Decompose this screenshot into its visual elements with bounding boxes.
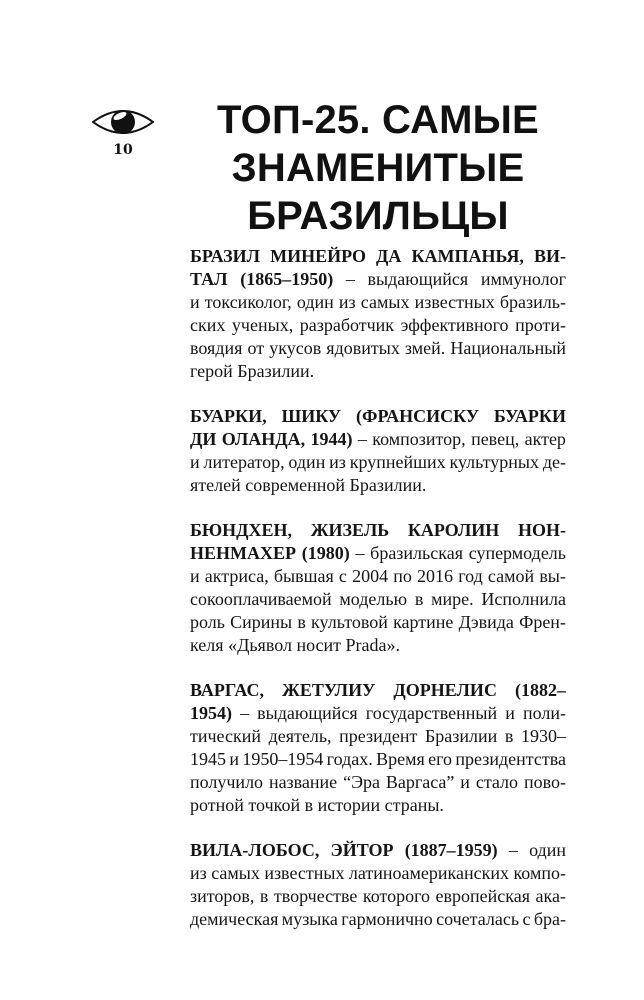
- word: ских: [190, 315, 226, 335]
- text-line: [190, 474, 566, 497]
- text-line: [190, 771, 566, 794]
- word: от: [247, 338, 265, 358]
- text-line: [190, 794, 566, 817]
- entry-paragraph: [190, 405, 566, 497]
- word: из: [329, 452, 346, 472]
- word: крупнейших: [349, 452, 446, 472]
- bold-word: ВИЛА-ЛОБОС,: [190, 840, 320, 860]
- bold-word: БУАРКИ,: [190, 406, 267, 426]
- word: –: [357, 429, 367, 449]
- word: истории: [317, 795, 385, 815]
- word: деятель,: [268, 726, 332, 746]
- word: известных: [264, 863, 345, 883]
- text-line: [190, 588, 566, 611]
- text-line: [190, 519, 566, 542]
- bold-word: ТАЛ: [190, 269, 228, 289]
- bold-word: ДА: [376, 246, 402, 266]
- word: компо-: [513, 863, 566, 883]
- word: –: [240, 703, 250, 723]
- text-line: [190, 862, 566, 885]
- word: и: [190, 452, 200, 472]
- word: бывшая: [273, 566, 334, 586]
- word: демическая: [190, 909, 279, 929]
- word: самых: [360, 292, 410, 312]
- word: литератор,: [203, 452, 285, 472]
- bold-word: 1954): [190, 703, 232, 723]
- word: тический: [190, 726, 261, 746]
- word: гармонично: [341, 909, 433, 929]
- text-line: [190, 428, 566, 451]
- word: современной: [245, 475, 350, 495]
- word: один: [296, 292, 334, 312]
- word: его: [428, 749, 453, 769]
- text-line: [190, 565, 566, 588]
- word: Сирины: [230, 612, 293, 632]
- word: мире.: [431, 589, 474, 609]
- word: воядия: [190, 338, 243, 358]
- word: герой: [190, 361, 238, 381]
- bold-word: ЖИЗЕЛЬ: [310, 520, 390, 540]
- word: известных: [414, 292, 495, 312]
- word: самых: [211, 863, 260, 883]
- word: и: [505, 703, 515, 723]
- word: Prada».: [345, 635, 401, 655]
- bold-word: МИНЕЙРО: [270, 246, 366, 266]
- word: в: [259, 886, 269, 906]
- word: сокооплачиваемой: [190, 589, 332, 609]
- word: в: [504, 726, 514, 746]
- word: культовой: [311, 612, 388, 632]
- word: укусов: [269, 338, 322, 358]
- word: ротной: [190, 795, 249, 815]
- word: певец,: [471, 429, 520, 449]
- word: и: [229, 749, 239, 769]
- word: зиторов,: [190, 886, 255, 906]
- word: –: [508, 840, 518, 860]
- word: Время: [376, 749, 425, 769]
- bold-word: 1944): [310, 429, 353, 449]
- text-line: [190, 839, 566, 862]
- bold-word: БЮНДХЕН,: [190, 520, 293, 540]
- word: ятелей: [190, 475, 246, 495]
- text-line: [190, 451, 566, 474]
- entry-paragraph: [190, 679, 566, 817]
- word: вы-: [539, 566, 566, 586]
- word: актер: [524, 429, 566, 449]
- word: Френ-: [519, 612, 566, 632]
- word: 2016: [417, 566, 454, 586]
- word: Бразилии: [424, 726, 498, 746]
- text-line: [190, 245, 566, 268]
- word: супермодель: [468, 543, 566, 563]
- bold-word: ШИКУ: [281, 406, 342, 426]
- word: 2004: [352, 566, 389, 586]
- word: 1950–1954: [242, 749, 324, 769]
- text-line: [190, 291, 566, 314]
- word: музыка: [281, 909, 338, 929]
- word: в: [414, 589, 424, 609]
- word: из: [338, 292, 356, 312]
- word: ученых,: [231, 315, 294, 335]
- text-line: [190, 542, 566, 565]
- word: картине: [393, 612, 454, 632]
- bold-word: НЕНМАХЕР: [190, 543, 296, 563]
- word: бра-: [533, 909, 566, 929]
- word: страны.: [384, 795, 444, 815]
- text-line: [190, 702, 566, 725]
- word: название: [268, 772, 338, 792]
- page-badge: [92, 102, 154, 158]
- word: Бразилии.: [349, 475, 427, 495]
- word: Исполнила: [481, 589, 566, 609]
- word: президент: [339, 726, 418, 746]
- word: самой: [487, 566, 535, 586]
- title-line: ЗНАМЕНИТЫЕ: [231, 146, 525, 190]
- word: год: [458, 566, 483, 586]
- word: –: [345, 269, 355, 289]
- word: разработчик: [299, 315, 395, 335]
- word: бразильская: [370, 543, 463, 563]
- word: келя: [190, 635, 229, 655]
- text-line: [190, 268, 566, 291]
- word: творчестве: [273, 886, 358, 906]
- text-line: [190, 725, 566, 748]
- word: годах.: [326, 749, 373, 769]
- bold-word: ВИ-: [533, 246, 566, 266]
- text-line: [190, 611, 566, 634]
- word: выдающийся: [367, 269, 469, 289]
- word: которого: [362, 886, 431, 906]
- bold-word: ВАРГАС,: [190, 680, 264, 700]
- word: композитор,: [372, 429, 466, 449]
- bold-word: (1887–1959): [404, 840, 498, 860]
- text-line: [190, 634, 566, 657]
- word: государственный: [365, 703, 498, 723]
- text-line: [190, 679, 566, 702]
- word: 1930–: [520, 726, 566, 746]
- word: змей.: [404, 338, 446, 358]
- bold-word: БРАЗИЛ: [190, 246, 261, 266]
- bold-word: КАРОЛИН: [407, 520, 500, 540]
- entry-paragraph: [190, 519, 566, 657]
- text-line: [190, 360, 566, 383]
- word: латиноамериканских: [348, 863, 510, 883]
- word: эффективного: [400, 315, 509, 335]
- word: Бразилии.: [237, 361, 315, 381]
- text-line: [190, 885, 566, 908]
- word: в: [304, 795, 318, 815]
- bold-word: (1882–: [515, 680, 566, 700]
- word: “Эра: [343, 772, 380, 792]
- word: 1945: [190, 749, 226, 769]
- word: Национальный: [450, 338, 566, 358]
- bold-word: ОЛАНДА,: [221, 429, 306, 449]
- word: иммунолог: [480, 269, 566, 289]
- entry-paragraph: [190, 839, 566, 931]
- word: –: [355, 543, 365, 563]
- page-title: [190, 96, 566, 240]
- word: из: [190, 863, 207, 883]
- word: ака-: [535, 886, 566, 906]
- word: поли-: [522, 703, 566, 723]
- word: и: [190, 292, 200, 312]
- word: проти-: [515, 315, 566, 335]
- text-line: [190, 748, 566, 771]
- bold-word: (1980): [301, 543, 350, 563]
- word: и: [460, 772, 470, 792]
- word: по: [393, 566, 412, 586]
- word: европейская: [435, 886, 530, 906]
- word: носит: [296, 635, 346, 655]
- text-line: [190, 405, 566, 428]
- bold-word: ЖЕТУЛИУ: [282, 680, 376, 700]
- eye-icon: [92, 102, 154, 142]
- bold-word: (1865–1950): [240, 269, 334, 289]
- word: пово-: [523, 772, 566, 792]
- bold-word: (ФРАНСИСКУ: [355, 406, 480, 426]
- bold-word: ДИ: [190, 429, 217, 449]
- word: культурных: [449, 452, 540, 472]
- word: один: [529, 840, 566, 860]
- word: бразиль-: [499, 292, 566, 312]
- word: в: [297, 612, 306, 632]
- text-line: [190, 314, 566, 337]
- word: с: [522, 909, 531, 929]
- word: роль: [190, 612, 225, 632]
- title-line: ТОП-25. САМЫЕ: [217, 98, 539, 142]
- page-number: 10: [113, 142, 133, 158]
- word: сочеталась: [436, 909, 520, 929]
- word: Варгаса”: [385, 772, 455, 792]
- bold-word: НОН-: [517, 520, 566, 540]
- text-line: [190, 908, 566, 931]
- word: де-: [542, 452, 566, 472]
- word: стало: [475, 772, 519, 792]
- title-line: БРАЗИЛЬЦЫ: [247, 194, 509, 238]
- word: с: [338, 566, 347, 586]
- word: «Дьявол: [228, 635, 297, 655]
- text-line: [190, 337, 566, 360]
- word: моделью: [339, 589, 408, 609]
- word: ядовитых: [326, 338, 400, 358]
- word: актриса,: [204, 566, 269, 586]
- word: президентства: [455, 749, 566, 769]
- entries-list: [190, 245, 566, 953]
- word: выдающийся: [257, 703, 358, 723]
- bold-word: КАМПАНЬЯ,: [411, 246, 524, 266]
- bold-word: ДОРНЕЛИС: [393, 680, 497, 700]
- entry-paragraph: [190, 245, 566, 383]
- word: Дэвида: [458, 612, 514, 632]
- bold-word: БУАРКИ: [493, 406, 566, 426]
- word: токсиколог,: [204, 292, 292, 312]
- word: точкой: [248, 795, 305, 815]
- word: один: [288, 452, 326, 472]
- word: получило: [190, 772, 264, 792]
- word: и: [190, 566, 200, 586]
- bold-word: ЭЙТОР: [330, 840, 394, 860]
